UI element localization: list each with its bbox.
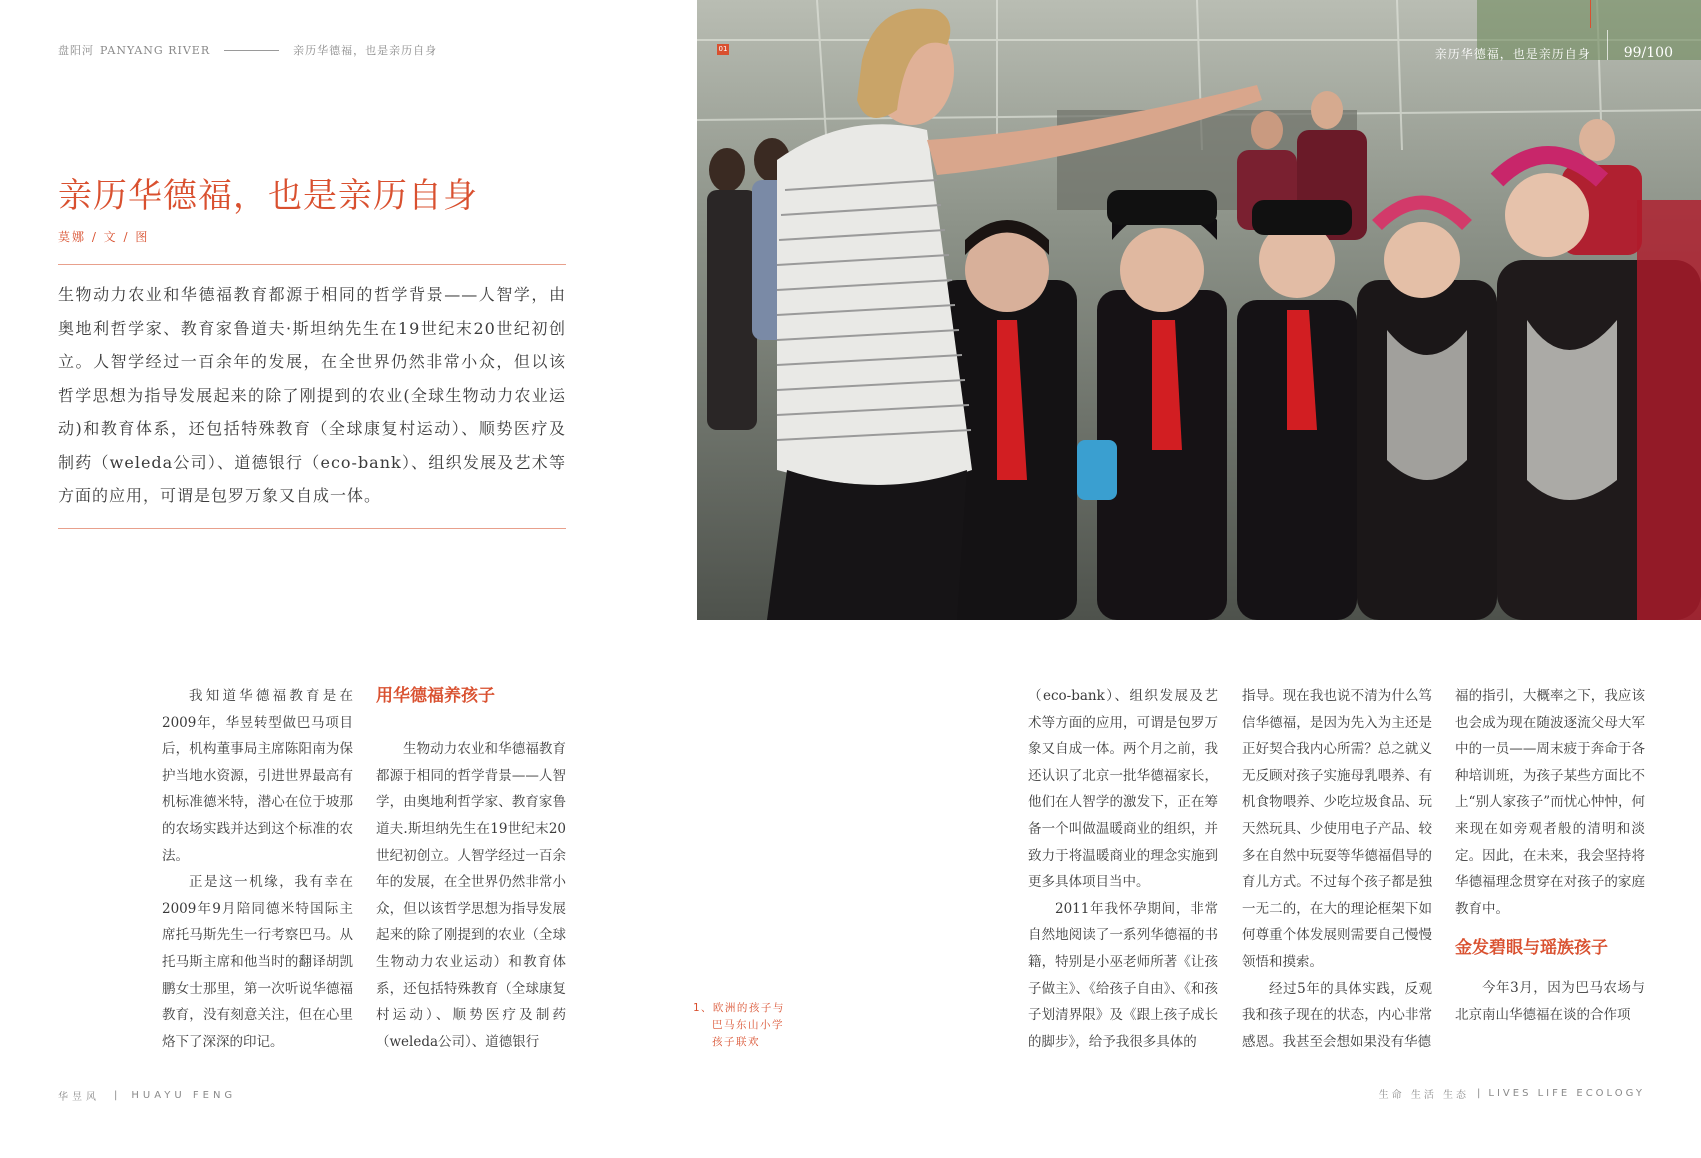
footer-brand-en: HUAYU FENG — [131, 1090, 237, 1101]
photo-illustration — [697, 0, 1701, 620]
photo-running-header — [1435, 38, 1673, 68]
article-title: 亲历华德福，也是亲历自身 — [58, 176, 478, 216]
lead-bottom-rule — [58, 528, 566, 529]
footer-brand-cn: 华昱风 — [58, 1092, 100, 1103]
body-paragraph: 指导。现在我也说不清为什么笃信华德福，是因为先入为主还是正好契合我内心所需？总之就义无反顾对孩子实施母乳喂养、有机食物喂养、少吃垃圾食品、玩天然玩具、少使用电子产品、较多在自然中玩耍等华德福倡导的育儿方式。不过每个孩子都是独一无二的，在大的理论框架下如何尊重个体发展则需要自己慢慢领悟和摸索。 — [1242, 688, 1432, 970]
caption-line: 孩子联欢 — [712, 1036, 760, 1048]
caption-line: 1、欧洲的孩子与 — [693, 1002, 785, 1014]
lead-top-rule — [58, 264, 566, 265]
footer-motto-en: LIVES LIFE ECOLOGY — [1488, 1088, 1645, 1099]
body-paragraph: 经过5年的具体实践，反观我和孩子现在的状态，内心非常感恩。我甚至会想如果没有华德 — [1242, 980, 1432, 1050]
body-paragraph: （eco-bank）、组织发展及艺术等方面的应用，可谓是包罗万象又自成一体。两个月之前，我还认识了北京一批华德福家长，他们在人智学的激发下，正在筹备一个叫做温暖商业的组织，并致力于将温暖商业的理念实施到更多具体项目当中。 — [1028, 688, 1218, 891]
body-column-1 — [162, 683, 353, 1055]
photo-header-divider — [1607, 30, 1608, 60]
body-paragraph: 正是这一机缘，我有幸在2009年9月陪同德米特国际主席托马斯先生一行考察巴马。从托马斯主席和他当时的翻译胡凯鹏女士那里，第一次听说华德福教育，没有刻意关注，但在心里烙下了深深的印记。 — [162, 874, 353, 1050]
lead-paragraph: 生物动力农业和华德福教育都源于相同的哲学背景——人智学，由奥地利哲学家、教育家鲁道夫·斯坦纳先生在19世纪末20世纪初创立。人智学经过一百余年的发展，在全世界仍然非常小众，但以该哲学思想为指导发展起来的除了刚提到的农业(全球生物动力农业运动)和教育体系，还包括特殊教育（全球康复村运动）、顺势医疗及制药（weleda公司）、道德银行（eco-bank）、组织发展及艺术等方面的应用，可谓是包罗万象又自成一体。 — [58, 285, 566, 505]
footer-divider: | — [1477, 1088, 1481, 1099]
caption-line: 巴马东山小学 — [712, 1019, 784, 1031]
running-header — [58, 42, 437, 58]
magazine-name-cn: 盘阳河 — [58, 44, 94, 57]
footer-motto-cn: 生命 生活 生态 — [1378, 1090, 1470, 1101]
page-number: 99/100 — [1623, 45, 1673, 61]
photo-caption — [693, 1000, 785, 1051]
section-title: 亲历华德福，也是亲历自身 — [293, 44, 438, 57]
body-column-3 — [1028, 683, 1218, 1055]
footer-right — [1379, 1086, 1645, 1101]
body-paragraph: 2011年我怀孕期间，非常自然地阅读了一系列华德福的书籍，特别是小巫老师所著《让孩子做主》、《给孩子自由》、《和孩子划清界限》及《跟上孩子成长的脚步》，给予我很多具体的 — [1028, 900, 1218, 1050]
section-heading: 用华德福养孩子 — [376, 686, 495, 706]
body-paragraph: 生物动力农业和华德福教育都源于相同的哲学背景——人智学，由奥地利哲学家、教育家鲁道夫.斯坦纳先生在19世纪末20世纪初创立。人智学经过一百余年的发展，在全世界仍然非常小众，但以该哲学思想为指导发展起来的除了刚提到的农业（全球生物动力农业运动）和教育体系，还包括特殊教育（全球康复村运动）、顺势医疗及制药（weleda公司）、道德银行 — [376, 741, 566, 1050]
body-paragraph: 福的指引，大概率之下，我应该也会成为现在随波逐流父母大军中的一员——周末疲于奔命于各种培训班，为孩子某些方面比不上“别人家孩子”而忧心忡忡，何来现在如旁观者般的清明和淡定。因此，在未来，我会坚持将华德福理念贯穿在对孩子的家庭教育中。 — [1455, 688, 1645, 917]
footer-left — [58, 1088, 236, 1103]
header-divider — [224, 50, 279, 51]
body-paragraph: 今年3月，因为巴马农场与北京南山华德福在谈的合作项 — [1455, 979, 1645, 1023]
photo-top-accent-line — [1590, 0, 1591, 28]
body-column-5 — [1455, 683, 1645, 1028]
body-column-4 — [1242, 683, 1432, 1055]
section-heading: 金发碧眼与瑶族孩子 — [1455, 938, 1608, 959]
magazine-name-en: PANYANG RIVER — [100, 43, 211, 57]
footer-divider: | — [114, 1090, 118, 1101]
article-photo — [697, 0, 1701, 620]
body-column-2 — [376, 683, 566, 1055]
byline: 莫娜 / 文 / 图 — [58, 230, 150, 244]
photo-header-title: 亲历华德福，也是亲历自身 — [1434, 46, 1591, 61]
body-paragraph: 我知道华德福教育是在2009年，华昱转型做巴马项目后，机构董事局主席陈阳南为保护当地水资源，引进世界最高有机标准德米特，潜心在位于坡那的农场实践并达到这个标准的农法。 — [162, 688, 353, 864]
photo-number-badge: 01 — [718, 45, 728, 53]
